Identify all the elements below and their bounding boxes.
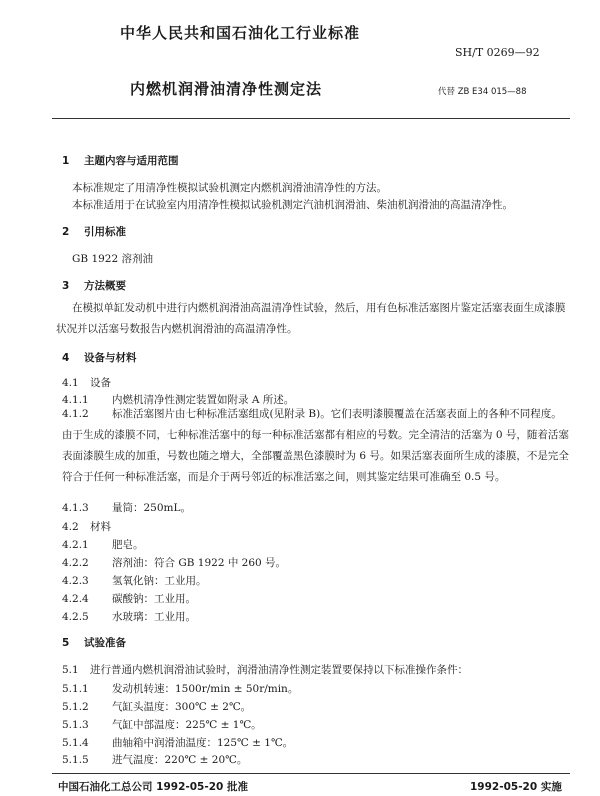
item-number: 4.1.3 [62, 502, 89, 514]
approval-note: 中国石油化工总公司 1992-05-20 批准 [58, 781, 248, 793]
item-number: 4.2.5 [62, 611, 89, 623]
item-text: 进气温度：220℃ ± 20℃。 [112, 754, 248, 766]
item-number: 5.1.3 [62, 719, 89, 731]
standard-code: SH/T 0269—92 [455, 46, 540, 59]
item-text: 溶剂油：符合 GB 1922 中 260 号。 [112, 557, 287, 569]
item-number: 5.1.2 [62, 701, 89, 713]
item-number: 4.2.2 [62, 557, 89, 569]
item-text: 进行普通内燃机润滑油试验时，润滑油清净性测定装置要保持以下标准操作条件： [90, 664, 468, 676]
reference-item: GB 1922 溶剂油 [72, 253, 154, 265]
item-5-1-5 [62, 752, 247, 767]
item-4-2-2 [62, 555, 286, 570]
subsection-4-1 [62, 375, 111, 390]
replaces-note: 代替 ZB E34 015—88 [438, 87, 527, 97]
item-number: 4.1.1 [62, 394, 89, 406]
page-title: 内燃机润滑油清净性测定法 [130, 80, 323, 98]
subsection-title: 设备 [90, 377, 111, 389]
item-number: 4.2.1 [62, 539, 89, 551]
section-title: 设备与材料 [84, 352, 137, 364]
item-4-2-1 [62, 537, 144, 552]
item-4-1-2 [62, 404, 572, 488]
section-number: 4 [62, 352, 70, 364]
item-number: 4.2.4 [62, 593, 89, 605]
section-4-heading [62, 350, 137, 365]
item-text: 氢氧化钠：工业用。 [112, 575, 207, 587]
section-number: 5 [62, 637, 70, 649]
item-number: 5.1.4 [62, 737, 89, 749]
item-4-1-3 [62, 500, 191, 515]
section-1-paragraph-1: 本标准规定了用清净性模拟试验机测定内燃机润滑油清净性的方法。 [72, 182, 387, 194]
section-1-paragraph-2: 本标准适用于在试验室内用清净性模拟试验机测定汽油机润滑油、柴油机润滑油的高温清净性。 [72, 199, 513, 211]
item-4-2-5 [62, 609, 196, 624]
footer-divider [52, 773, 570, 774]
item-4-2-4 [62, 591, 196, 606]
section-2-heading [62, 224, 126, 239]
section-title: 主题内容与适用范围 [84, 155, 179, 167]
subsection-title: 材料 [90, 521, 111, 533]
item-number: 5.1.5 [62, 754, 89, 766]
item-text: 发动机转速：1500r/min ± 50r/min。 [112, 683, 299, 695]
item-text: 内燃机清净性测定装置如附录 A 所述。 [112, 394, 295, 406]
item-5-1-2 [62, 699, 251, 714]
item-text: 标准活塞图片由七种标准活塞组成(见附录 B)。它们表明漆膜覆盖在活塞表面上的各种不同程度。由于生成的漆膜不同，七种标准活塞中的每一种标准活塞都有相应的号数。完全清洁的活塞为 0 号，随着活塞表面漆膜生成的加重，号数也随之增大，全部覆盖黑色漆膜时为 6 号。如果活塞表面所生成的漆膜，不是完全符合于任何一种标准活塞，而是介于两号邻近的标准活塞之间，则其鉴定结果可准确至 0.5 号。 [62, 408, 569, 483]
section-number: 3 [62, 280, 70, 292]
section-3-paragraph: 在模拟单缸发动机中进行内燃机润滑油高温清净性试验，然后，用有色标准活塞图片鉴定活塞表面生成漆膜状况并以活塞号数报告内燃机润滑油的高温清净性。 [56, 302, 566, 335]
item-text: 量筒：250mL。 [112, 502, 191, 514]
section-3-heading [62, 278, 126, 293]
section-title: 方法概要 [84, 280, 126, 292]
item-text: 肥皂。 [112, 539, 144, 551]
item-5-1-1 [62, 681, 298, 696]
subsection-number: 4.2 [62, 521, 79, 533]
item-4-2-3 [62, 573, 207, 588]
item-text: 水玻璃：工业用。 [112, 611, 196, 623]
section-number: 2 [62, 226, 70, 238]
item-5-1-4 [62, 735, 293, 750]
item-text: 曲轴箱中润滑油温度：125℃ ± 1℃。 [112, 737, 294, 749]
item-text: 碳酸钠：工业用。 [112, 593, 196, 605]
section-1-heading [62, 153, 179, 168]
item-number: 4.1.2 [62, 408, 89, 420]
header-divider [52, 118, 570, 119]
item-text: 气缸头温度：300℃ ± 2℃。 [112, 701, 252, 713]
item-text: 气缸中部温度：225℃ ± 1℃。 [112, 719, 262, 731]
standard-name: 中华人民共和国石油化工行业标准 [120, 24, 361, 42]
section-5-heading [62, 635, 126, 650]
item-5-1 [62, 662, 468, 677]
subsection-number: 4.1 [62, 377, 79, 389]
item-number: 5.1 [62, 664, 79, 676]
section-number: 1 [62, 155, 70, 167]
item-5-1-3 [62, 717, 262, 732]
implementation-date: 1992-05-20 实施 [470, 781, 562, 793]
item-number: 5.1.1 [62, 683, 89, 695]
section-title: 引用标准 [84, 226, 126, 238]
item-number: 4.2.3 [62, 575, 89, 587]
subsection-4-2 [62, 519, 111, 534]
section-title: 试验准备 [84, 637, 126, 649]
